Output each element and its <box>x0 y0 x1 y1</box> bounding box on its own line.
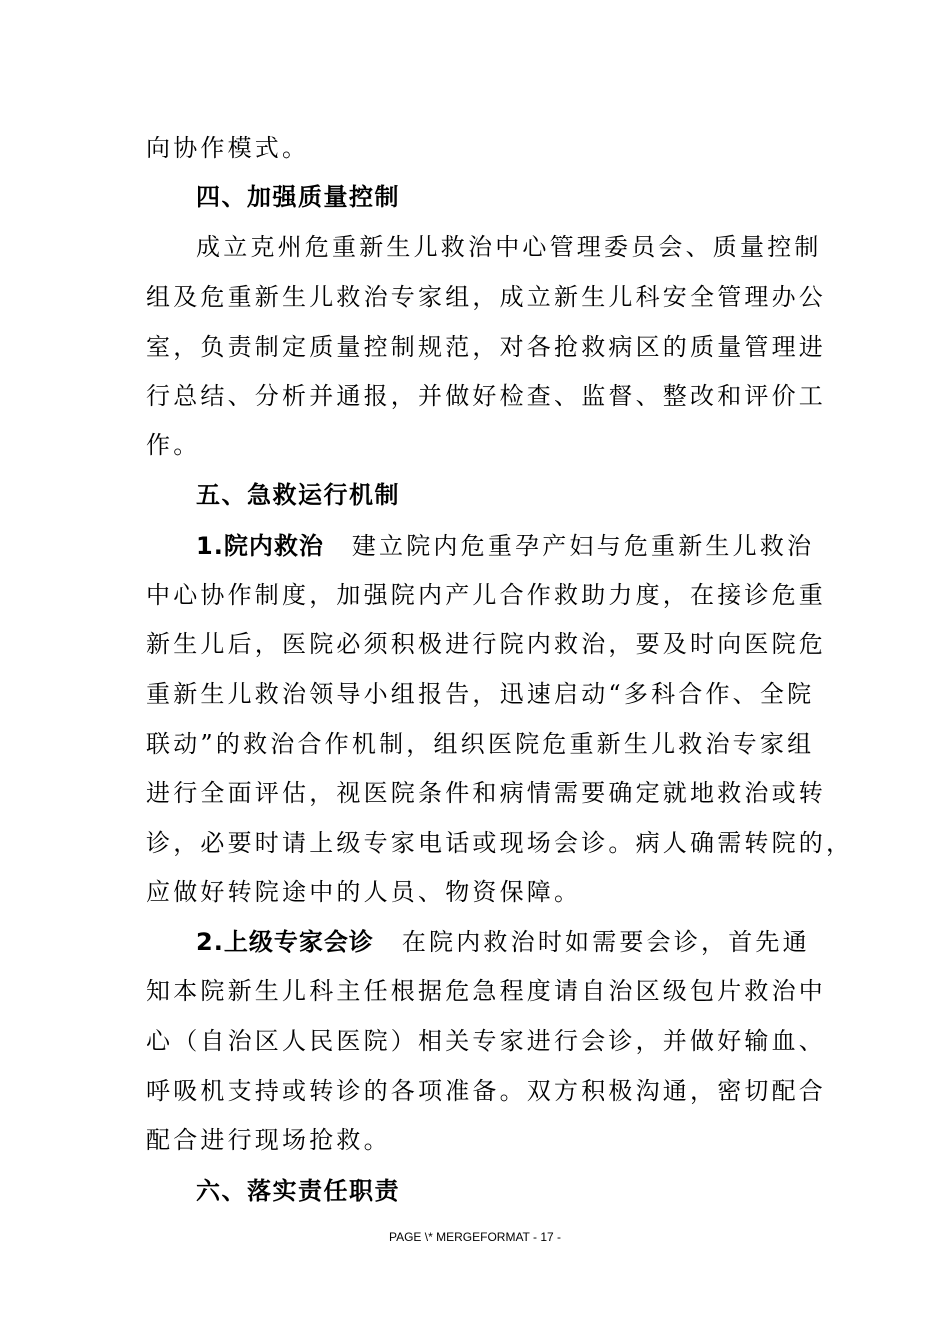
paragraph-text: 在院内救治时如需要会诊，首先通 <box>401 928 810 956</box>
paragraph-line: 进行全面评估，视医院条件和病情需要确定就地救治或转 <box>146 779 826 807</box>
paragraph-line: 向协作模式。 <box>146 134 310 162</box>
paragraph-line: 应做好转院途中的人员、物资保障。 <box>146 878 582 906</box>
paragraph-line: 诊，必要时请上级专家电话或现场会诊。病人确需转院的， <box>146 829 854 857</box>
paragraph-line: 新生儿后，医院必须积极进行院内救治，要及时向医院危 <box>146 630 826 658</box>
paragraph-line: 心（自治区人民医院）相关专家进行会诊，并做好输血、 <box>146 1027 826 1055</box>
paragraph-text: 建立院内危重孕产妇与危重新生儿救治 <box>351 532 815 560</box>
subsection-lead: 2.上级专家会诊 <box>196 928 374 956</box>
paragraph-line <box>196 922 846 962</box>
section-heading: 四、加强质量控制 <box>196 183 400 211</box>
paragraph-line: 配合进行现场抢救。 <box>146 1126 391 1154</box>
subsection-lead: 1.院内救治 <box>196 532 324 560</box>
paragraph-line: 组及危重新生儿救治专家组，成立新生儿科安全管理办公 <box>146 283 826 311</box>
paragraph-line: 重新生儿救治领导小组报告，迅速启动“多科合作、全院 <box>146 680 815 708</box>
paragraph-line: 联动”的救治合作机制，组织医院危重新生儿救治专家组 <box>146 730 815 758</box>
paragraph-line: 室，负责制定质量控制规范，对各抢救病区的质量管理进 <box>146 333 826 361</box>
section-heading: 五、急救运行机制 <box>196 481 400 509</box>
paragraph-line: 作。 <box>146 431 201 459</box>
paragraph-line: 成立克州危重新生儿救治中心管理委员会、质量控制 <box>196 233 822 261</box>
section-heading: 六、落实责任职责 <box>196 1177 400 1205</box>
paragraph-line: 中心协作制度，加强院内产儿合作救助力度，在接诊危重 <box>146 581 826 609</box>
page-footer: PAGE \* MERGEFORMAT - 17 - <box>388 1230 562 1244</box>
paragraph-line <box>196 526 846 566</box>
paragraph-line: 呼吸机支持或转诊的各项准备。双方积极沟通，密切配合 <box>146 1077 826 1105</box>
paragraph-line: 行总结、分析并通报，并做好检查、监督、整改和评价工 <box>146 382 826 410</box>
paragraph-line: 知本院新生儿科主任根据危急程度请自治区级包片救治中 <box>146 977 826 1005</box>
